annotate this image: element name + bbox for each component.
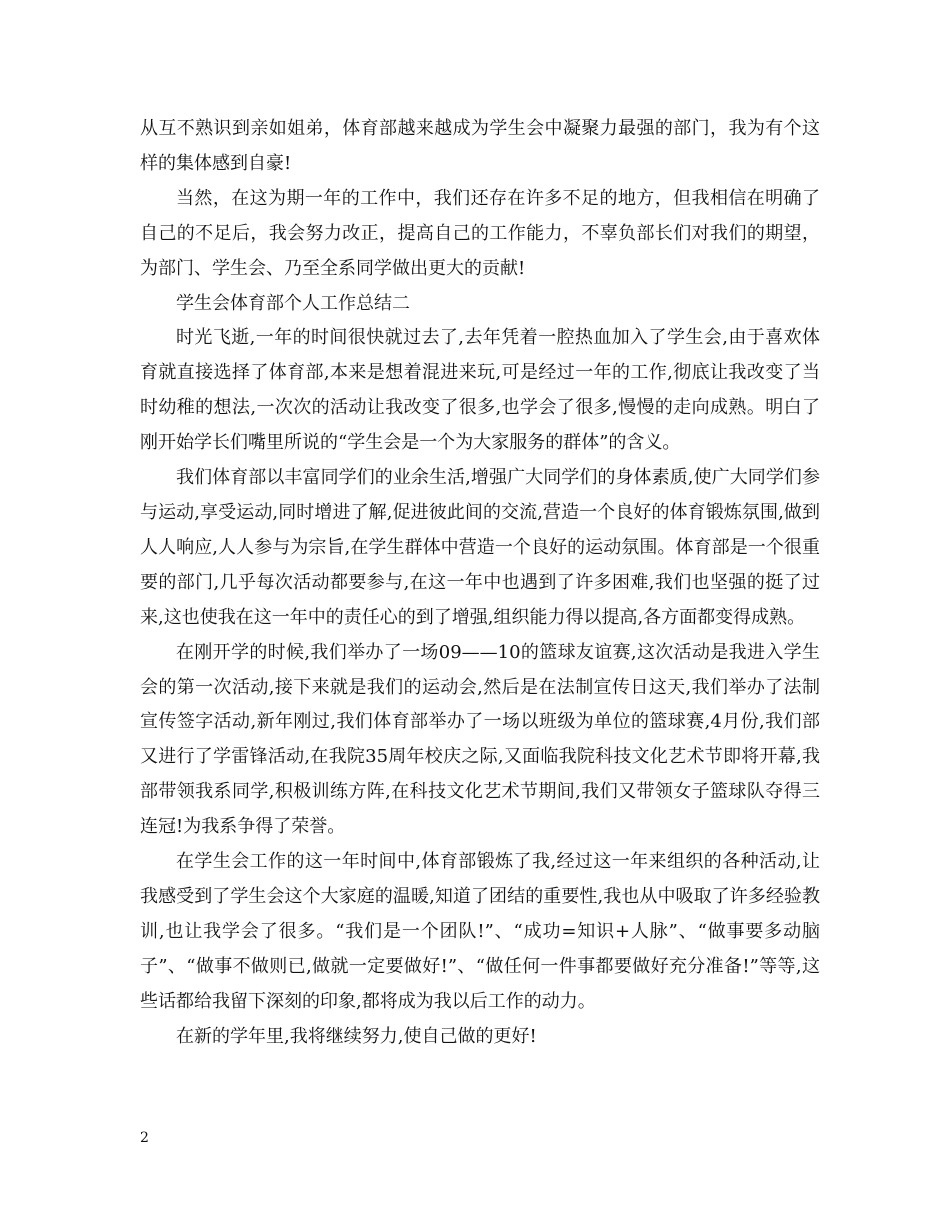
paragraph: 在新的学年里,我将继续努力,使自己做的更好! (176, 1025, 537, 1047)
section-heading: 学生会体育部个人工作总结二 (176, 292, 410, 314)
page-number: 2 (140, 1130, 149, 1146)
paragraph: 当然，在这为期一年的工作中，我们还存在许多不足的地方，但我相信在明确了自己的不足后，我会努力改正，提高自己的工作能力，不辜负部长们对我们的期望，为部门、学生会、乃至全系同学做出更大的贡献! (140, 187, 820, 279)
paragraph: 时光飞逝,一年的时间很快就过去了,去年凭着一腔热血加入了学生会,由于喜欢体育就直接选择了体育部,本来是想着混进来玩,可是经过一年的工作,彻底让我改变了当时幼稚的想法,一次次的活动让我改变了很多,也学会了很多,慢慢的走向成熟。明白了刚开始学长们嘴里所说的“学生会是一个为大家服务的群体”的含义。 (140, 327, 820, 454)
paragraph: 我们体育部以丰富同学们的业余生活,增强广大同学们的身体素质,使广大同学们参与运动,享受运动,同时增进了解,促进彼此间的交流,营造一个良好的体育锻炼氛围,做到人人响应,人人参与为宗旨,在学生群体中营造一个良好的运动氛围。体育部是一个很重要的部门,几乎每次活动都要参与,在这一年中也遇到了许多困难,我们也坚强的挺了过来,这也使我在这一年中的责任心的到了增强,组织能力得以提高,各方面都变得成熟。 (140, 467, 820, 628)
paragraph: 在刚开学的时候,我们举办了一场09——10的篮球友谊赛,这次活动是我进入学生会的第一次活动,接下来就是我们的运动会,然后是在法制宣传日这天,我们举办了法制宣传签字活动,新年刚过,我们体育部举办了一场以班级为单位的篮球赛,4月份,我们部又进行了学雷锋活动,在我院35周年校庆之际,又面临我院科技文化艺术节即将开幕,我部带领我系同学,积极训练方阵,在科技文化艺术节期间,我们又带领女子篮球队夺得三连冠!为我系争得了荣誉。 (140, 641, 820, 838)
document-body (140, 112, 820, 1054)
paragraph: 在学生会工作的这一年时间中,体育部锻炼了我,经过这一年来组织的各种活动,让我感受到了学生会这个大家庭的温暖,知道了团结的重要性,我也从中吸取了许多经验教训,也让我学会了很多。“我们是一个团队!”、“成功=知识+人脉”、“做事要多动脑子”、“做事不做则已,做就一定要做好!”、“做任何一件事都要做好充分准备!”等等,这些话都给我留下深刻的印象,都将成为我以后工作的动力。 (140, 851, 820, 1012)
paragraph-continuation: 从互不熟识到亲如姐弟，体育部越来越成为学生会中凝聚力最强的部门，我为有个这样的集体感到自豪! (140, 118, 820, 174)
